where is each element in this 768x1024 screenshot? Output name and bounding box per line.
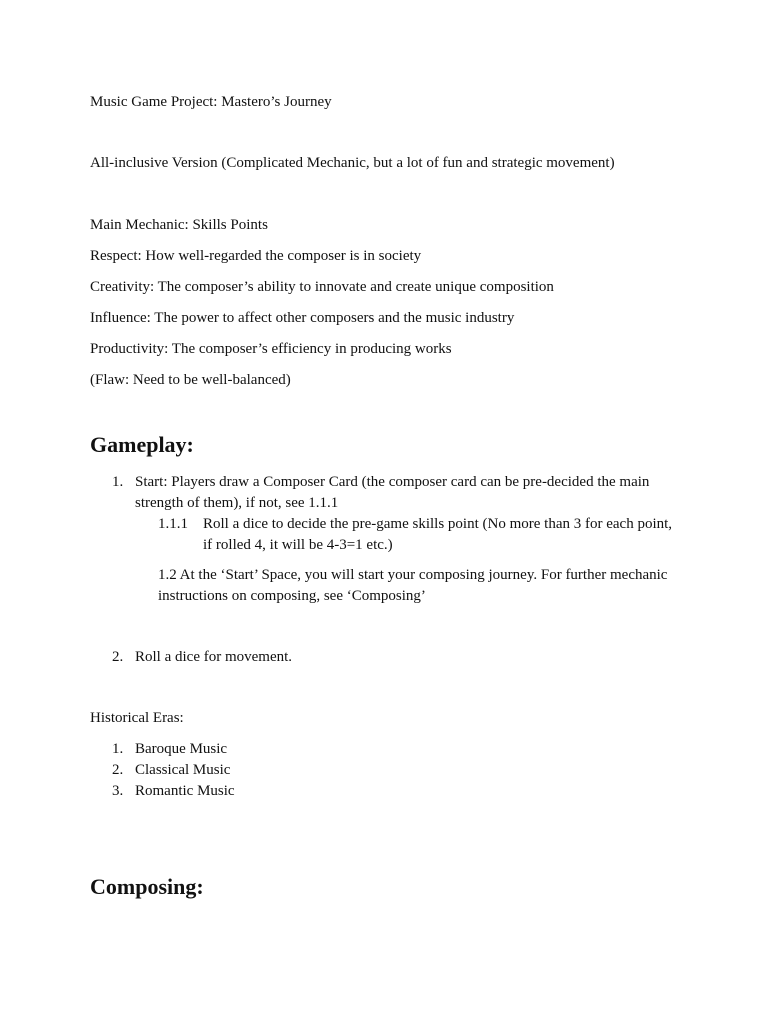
gameplay-sub-1-1-1-line-2: if rolled 4, it will be 4-3=1 etc.) (203, 537, 393, 553)
era-item-1-text: Baroque Music (135, 741, 228, 757)
gameplay-item-2-number: 2. (112, 649, 124, 665)
era-item-3-text: Romantic Music (135, 783, 235, 799)
version-line: All-inclusive Version (Complicated Mechanic, but a lot of fun and strategic movement) (90, 155, 615, 171)
gameplay-item-1-number: 1. (112, 474, 124, 490)
gameplay-heading: Gameplay: (90, 432, 194, 457)
era-item-1-number: 1. (112, 741, 124, 757)
historical-eras-label: Historical Eras: (90, 710, 184, 726)
skill-productivity: Productivity: The composer’s efficiency in producing works (90, 341, 452, 357)
skill-respect: Respect: How well-regarded the composer is in society (90, 248, 422, 264)
gameplay-sub-1-2-line-2: instructions on composing, see ‘Composing’ (158, 588, 426, 604)
skill-creativity: Creativity: The composer’s ability to innovate and create unique composition (90, 279, 554, 295)
gameplay-item-1-line-2: strength of them), if not, see 1.1.1 (135, 495, 339, 511)
gameplay-sub-1-1-1-line-1: Roll a dice to decide the pre-game skills point (No more than 3 for each point, (203, 516, 673, 532)
gameplay-sub-1-1-1-number: 1.1.1 (158, 516, 188, 532)
gameplay-item-2-text: Roll a dice for movement. (135, 649, 293, 665)
gameplay-item-1-line-1: Start: Players draw a Composer Card (the composer card can be pre-decided the main (135, 474, 650, 490)
composing-heading: Composing: (90, 874, 204, 899)
skill-influence: Influence: The power to affect other composers and the music industry (90, 310, 515, 326)
era-item-3-number: 3. (112, 783, 124, 799)
era-item-2-number: 2. (112, 762, 124, 778)
document-title: Music Game Project: Mastero’s Journey (90, 94, 332, 110)
gameplay-sub-1-2-line-1: 1.2 At the ‘Start’ Space, you will start your composing journey. For further mechanic (158, 567, 668, 583)
era-item-2-text: Classical Music (135, 762, 231, 778)
main-mechanic-line: Main Mechanic: Skills Points (90, 217, 268, 233)
skill-flaw-note: (Flaw: Need to be well-balanced) (90, 372, 291, 388)
